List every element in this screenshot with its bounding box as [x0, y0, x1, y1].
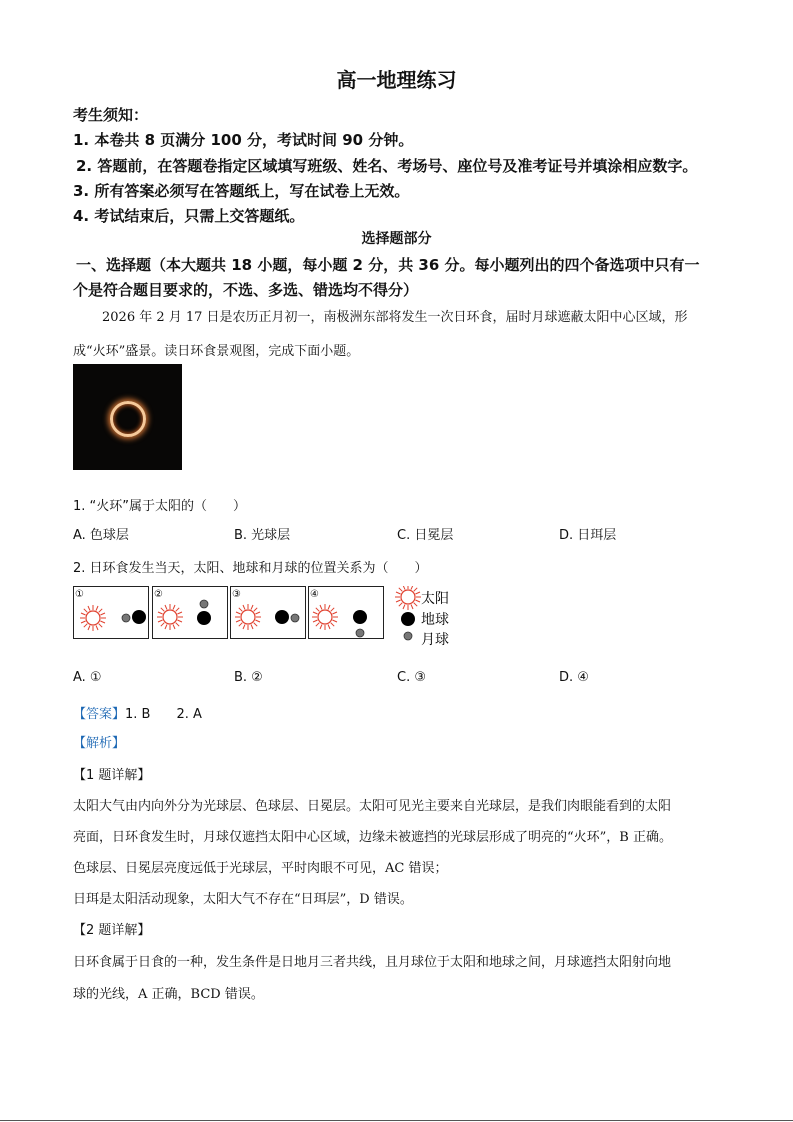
legend-earth-icon	[401, 612, 415, 626]
part-heading-line2: 个是符合题目要求的，不选、多选、错选均不得分）	[73, 281, 419, 299]
legend-sun-icon	[395, 586, 421, 610]
legend-sun-label: 太阳	[421, 591, 449, 607]
notice-rule	[73, 180, 409, 201]
question2-option-c: C. ③	[397, 670, 426, 685]
part-heading-line1: 一、选择题（本大题共 18 小题，每小题 2 分，共 36 分。每小题列出的四个备选项中只有一	[76, 256, 700, 274]
question2-stem: 2. 日环食发生当天，太阳、地球和月球的位置关系为（ ）	[73, 561, 428, 576]
analysis-label: 【解析】	[73, 736, 126, 751]
earth-icon	[353, 610, 367, 624]
answer-values: 1. B 2. A	[125, 707, 202, 722]
detail1-line: 亮面，日环食发生时，月球仅遮挡太阳中心区域，边缘未被遮挡的光球层形成了明亮的“火环”，B 正确。	[73, 830, 672, 845]
rule-text: 答题前，在答题卷指定区域填写班级、姓名、考场号、座位号及准考证号并填涂相应数字。	[97, 157, 698, 175]
moon-icon	[356, 629, 364, 637]
sun-earth-moon-diagram	[73, 586, 463, 648]
question2-option-d: D. ④	[559, 670, 589, 685]
fire-ring-icon	[110, 401, 146, 437]
rule-number: 3.	[73, 182, 90, 200]
earth-icon	[197, 611, 211, 625]
detail2-heading: 【2 题详解】	[73, 923, 151, 938]
sun-icon	[80, 605, 106, 631]
question1-option-b: B. 光球层	[234, 528, 291, 543]
sun-icon	[235, 604, 261, 630]
panel-label: ③	[232, 589, 241, 600]
answer-line	[73, 703, 202, 722]
question1-option-c: C. 日冕层	[397, 528, 454, 543]
detail1-line: 日珥是太阳活动现象，太阳大气不存在“日珥层”，D 错误。	[73, 892, 413, 907]
detail1-heading: 【1 题详解】	[73, 768, 151, 783]
panel-4	[309, 587, 384, 639]
panel-label: ④	[310, 589, 319, 600]
detail2-line: 球的光线，A 正确，BCD 错误。	[73, 987, 264, 1002]
rule-text: 所有答案必须写在答题纸上，写在试卷上无效。	[94, 182, 410, 200]
material-line1: 2026 年 2 月 17 日是农历正月初一，南极洲东部将发生一次日环食，届时月球遮蔽太阳中心区域，形	[102, 310, 688, 325]
moon-icon	[291, 614, 299, 622]
question2-option-a: A. ①	[73, 670, 102, 685]
question1-stem: 1. “火环”属于太阳的（ ）	[73, 499, 247, 514]
notice-rule	[73, 129, 413, 150]
panel-label: ②	[154, 589, 163, 600]
page-title: 高一地理练习	[336, 68, 457, 92]
answer-label: 【答案】	[73, 707, 126, 722]
annular-eclipse-photo	[73, 364, 182, 470]
rule-text: 考试结束后，只需上交答题纸。	[94, 207, 305, 225]
material-line2: 成“火环”盛景。读日环食景观图，完成下面小题。	[73, 344, 360, 359]
legend-moon-label: 月球	[421, 632, 449, 648]
detail1-line: 太阳大气由内向外分为光球层、色球层、日冕层。太阳可见光主要来自光球层，是我们肉眼能看到的太阳	[73, 799, 672, 814]
question2-option-b: B. ②	[234, 670, 263, 685]
question1-option-a: A. 色球层	[73, 528, 129, 543]
earth-icon	[275, 610, 289, 624]
legend-earth-label: 地球	[421, 612, 449, 628]
rule-text: 本卷共 8 页满分 100 分，考试时间 90 分钟。	[94, 131, 414, 149]
rule-number: 2.	[76, 157, 93, 175]
panel-1	[74, 587, 149, 639]
legend-moon-icon	[404, 632, 412, 640]
notice-rule	[73, 205, 304, 226]
question1-option-d: D. 日珥层	[559, 528, 617, 543]
rule-number: 1.	[73, 131, 90, 149]
page-bottom-divider	[0, 1120, 793, 1121]
sun-icon	[312, 604, 338, 630]
section-title: 选择题部分	[361, 231, 432, 247]
detail2-line: 日环食属于日食的一种，发生条件是日地月三者共线，且月球位于太阳和地球之间，月球遮挡太阳射向地	[73, 955, 672, 970]
panel-3	[231, 587, 306, 639]
panel-label: ①	[75, 589, 84, 600]
notice-rule	[76, 155, 697, 176]
moon-icon	[122, 614, 130, 622]
panel-2	[153, 587, 228, 639]
earth-icon	[132, 610, 146, 624]
rule-number: 4.	[73, 207, 90, 225]
notice-heading: 考生须知：	[73, 106, 149, 124]
diagram-legend	[395, 586, 449, 648]
sun-icon	[157, 604, 183, 630]
moon-icon	[200, 600, 208, 608]
detail1-line: 色球层、日冕层亮度远低于光球层，平时肉眼不可见，AC 错误；	[73, 861, 448, 876]
